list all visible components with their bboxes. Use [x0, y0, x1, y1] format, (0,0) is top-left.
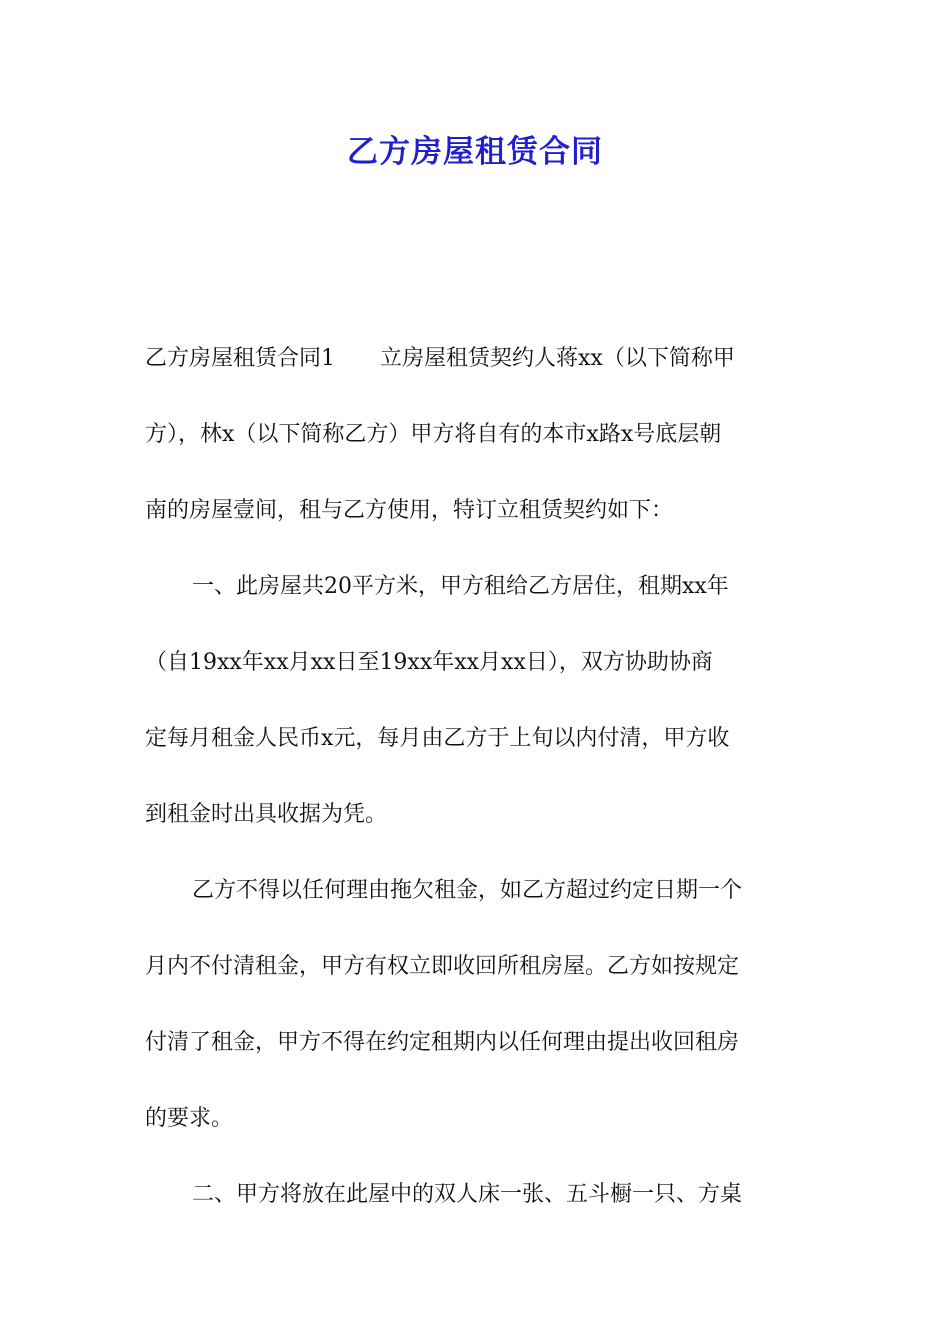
document-title: 乙方房屋租赁合同	[347, 134, 603, 170]
contract-heading-inline: 乙方房屋租赁合同1	[145, 346, 335, 371]
text-line-10: 付清了租金，甲方不得在约定租期内以任何理由提出收回租房	[145, 1030, 740, 1055]
text-line-9: 月内不付清租金，甲方有权立即收回所租房屋。乙方如按规定	[145, 954, 740, 979]
text-line-4: 一、此房屋共20平方米，甲方租给乙方居住，租期xx年	[192, 574, 729, 599]
text-line-11: 的要求。	[145, 1106, 234, 1131]
text-line-2: 方），林x（以下简称乙方）甲方将自有的本市x路x号底层朝	[145, 422, 722, 447]
text-line-5: （自19xx年xx月xx日至19xx年xx月xx日），双方协助协商	[145, 650, 713, 675]
text-line-12: 二、甲方将放在此屋中的双人床一张、五斗橱一只、方桌	[192, 1182, 743, 1207]
text-line-7: 到租金时出具收据为凭。	[145, 802, 388, 827]
contract-intro-text: 立房屋租赁契约人蒋xx（以下简称甲	[380, 346, 735, 371]
text-line-8: 乙方不得以任何理由拖欠租金，如乙方超过约定日期一个	[192, 878, 743, 903]
text-line-1	[145, 340, 735, 378]
text-line-6: 定每月租金人民币x元，每月由乙方于上旬以内付清，甲方收	[145, 726, 730, 751]
text-line-3: 南的房屋壹间，租与乙方使用，特订立租赁契约如下：	[145, 498, 674, 523]
